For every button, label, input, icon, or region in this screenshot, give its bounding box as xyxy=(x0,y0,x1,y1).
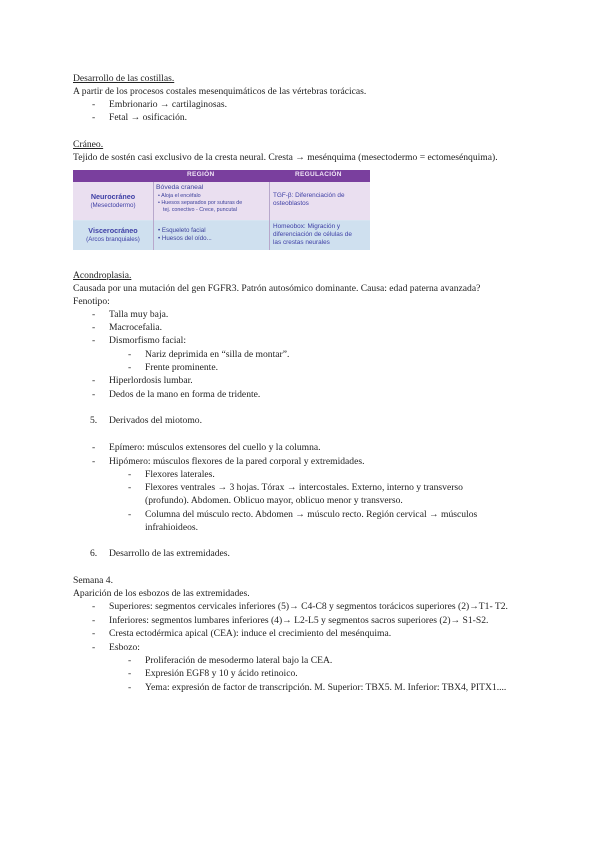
list-item-cont: (profundo). Abdomen. Oblicuo mayor, oblicuo menor y transverso. xyxy=(145,495,403,506)
section-title-miotomo: Derivados del miotomo. xyxy=(109,415,202,426)
list-item: Esbozo: xyxy=(109,642,140,653)
row-subname: (Arcos branquiales) xyxy=(86,236,140,243)
bullet-dash: - xyxy=(92,375,96,386)
list-item: Nariz deprimida en “silla de montar”. xyxy=(145,349,290,360)
list-item: Fetal → osificación. xyxy=(109,112,188,123)
bullet-dash: - xyxy=(92,335,96,346)
bullet-dash: - xyxy=(92,642,96,653)
list-item: Superiores: segmentos cervicales inferiores (5)→ C4-C8 y segmentos torácicos superiores (2)→T1- T2. xyxy=(109,601,508,612)
bullet-dash: - xyxy=(92,442,96,453)
regulation-text: diferenciación de células de xyxy=(273,231,352,238)
bullet-dash: - xyxy=(128,655,132,666)
region-bullet: • Aloja el encéfalo xyxy=(158,193,201,199)
list-item: Inferiores: segmentos lumbares inferiores (4)→ L2-L5 y segmentos sacros superiores (2)→ S1-S2. xyxy=(109,615,489,626)
bullet-dash: - xyxy=(128,469,132,480)
list-item: Cresta ectodérmica apical (CEA): induce el crecimiento del mesénquima. xyxy=(109,628,392,639)
list-item: Frente prominente. xyxy=(145,362,218,373)
region-bullet-cont: tej. conectivo - Crece, puncutal xyxy=(163,207,238,213)
list-item: Proliferación de mesodermo lateral bajo la CEA. xyxy=(145,655,333,666)
section-title-craneo: Cráneo. xyxy=(73,139,104,150)
section-title-costillas: Desarrollo de las costillas. xyxy=(73,73,175,84)
list-item: Yema: expresión de factor de transcripción. M. Superior: TBX5. M. Inferior: TBX4, PITX1.... xyxy=(145,682,507,693)
bullet-dash: - xyxy=(92,615,96,626)
bullet-dash: - xyxy=(92,309,96,320)
header-regulation: REGULACIÓN xyxy=(295,171,342,178)
region-title: Bóveda craneal xyxy=(156,184,204,191)
bullet-dash: - xyxy=(128,349,132,360)
list-item: Talla muy baja. xyxy=(109,309,169,320)
list-item: Columna del músculo recto. Abdomen → músculo recto. Región cervical → músculos xyxy=(145,509,478,520)
row-name: Viscerocráneo xyxy=(88,226,138,235)
skull-table xyxy=(73,170,370,250)
list-item-cont: infrahioideos. xyxy=(145,522,199,533)
regulation-text: osteoblastos xyxy=(273,200,309,207)
regulation-text: Homeobox: Migración y xyxy=(273,223,341,230)
bullet-dash: - xyxy=(92,112,96,123)
regulation-text: las crestas neurales xyxy=(273,239,330,246)
table-header xyxy=(73,170,370,182)
bullet-dash: - xyxy=(128,509,132,520)
bullet-dash: - xyxy=(92,389,96,400)
section-number: 5. xyxy=(90,415,98,426)
list-item: Embrionario → cartilaginosas. xyxy=(109,99,228,110)
bullet-dash: - xyxy=(92,601,96,612)
row-name: Neurocráneo xyxy=(90,192,136,201)
region-bullet: • Esqueleto facial xyxy=(158,227,206,234)
row-subname: (Mesectodermo) xyxy=(90,202,136,209)
list-item: Epímero: músculos extensores del cuello y la columna. xyxy=(109,442,321,453)
bullet-dash: - xyxy=(128,682,132,693)
section-number: 6. xyxy=(90,548,98,559)
section-title-extremidades: Desarrollo de las extremidades. xyxy=(109,548,230,559)
list-item: Flexores ventrales → 3 hojas. Tórax → intercostales. Externo, interno y transverso xyxy=(145,482,463,493)
region-bullet: • Huesos separados por suturas de xyxy=(158,200,243,206)
list-item: Expresión EGF8 y 10 y ácido retinoico. xyxy=(145,668,298,679)
bullet-dash: - xyxy=(92,628,96,639)
list-item: Flexores laterales. xyxy=(145,469,215,480)
paragraph: Aparición de los esbozos de las extremidades. xyxy=(73,588,250,599)
list-item: Hiperlordosis lumbar. xyxy=(109,375,193,386)
region-bullet: • Huesos del oído... xyxy=(158,235,212,242)
bullet-dash: - xyxy=(92,456,96,467)
list-item: Macrocefalia. xyxy=(109,322,162,333)
paragraph: A partir de los procesos costales mesenquimáticos de las vértebras torácicas. xyxy=(73,86,367,97)
bullet-dash: - xyxy=(128,668,132,679)
regulation-text: TGF-β: Diferenciación de xyxy=(273,192,345,199)
phenotype-label: Fenotipo: xyxy=(73,296,110,307)
list-item: Hipómero: músculos flexores de la pared corporal y extremidades. xyxy=(109,456,365,467)
bullet-dash: - xyxy=(92,322,96,333)
bullet-dash: - xyxy=(128,362,132,373)
list-item: Dedos de la mano en forma de tridente. xyxy=(109,389,261,400)
column-divider xyxy=(269,182,270,250)
paragraph: Causada por una mutación del gen FGFR3. Patrón autosómico dominante. Causa: edad paterna avanzada? xyxy=(73,283,481,294)
paragraph: Tejido de sostén casi exclusivo de la cresta neural. Cresta → mesénquima (mesectodermo = ectomesénquima). xyxy=(73,152,498,163)
column-divider xyxy=(153,182,154,250)
bullet-dash: - xyxy=(92,99,96,110)
list-item: Dismorfismo facial: xyxy=(109,335,186,346)
section-title-acondroplasia: Acondroplasia. xyxy=(73,270,132,281)
header-region: REGIÓN xyxy=(187,171,215,178)
week-label: Semana 4. xyxy=(73,575,113,586)
bullet-dash: - xyxy=(128,482,132,493)
